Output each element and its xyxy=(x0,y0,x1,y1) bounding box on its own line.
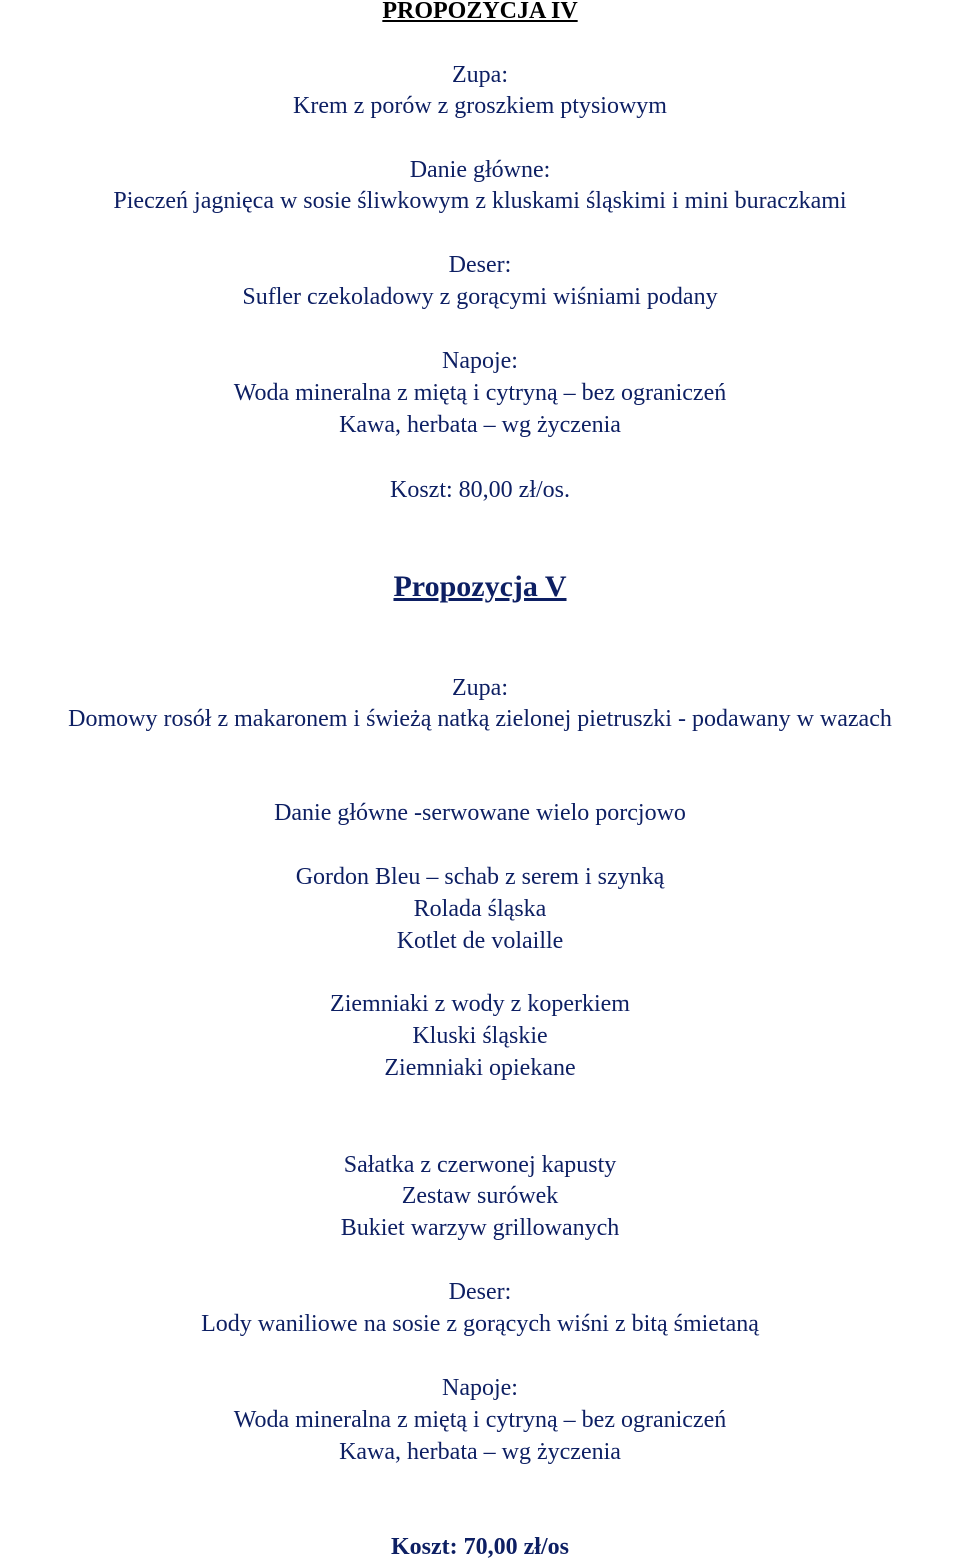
salad-item: Bukiet warzyw grillowanych xyxy=(340,1215,620,1241)
soup-label: Zupa: xyxy=(452,62,508,88)
soup-label: Zupa: xyxy=(452,675,508,701)
dessert-item: Lody waniliowe na sosie z gorących wiśni z bitą śmietaną xyxy=(201,1311,759,1337)
salad-item: Sałatka z czerwonej kapusty xyxy=(343,1152,617,1178)
side-item: Ziemniaki opiekane xyxy=(384,1055,576,1081)
main-course-label: Danie główne: xyxy=(409,157,551,183)
cost-label: Koszt: 70,00 zł/os xyxy=(391,1534,569,1560)
meat-item: Kotlet de volaille xyxy=(396,928,564,954)
cost-label: Koszt: 80,00 zł/os. xyxy=(390,477,570,503)
side-item: Kluski śląskie xyxy=(412,1023,548,1049)
soup-item: Krem z porów z groszkiem ptysiowym xyxy=(293,93,667,119)
drinks-label: Napoje: xyxy=(442,348,518,374)
salad-item: Zestaw surówek xyxy=(401,1183,559,1209)
dessert-label: Deser: xyxy=(448,252,512,278)
section-title-p5: Propozycja V xyxy=(393,570,567,603)
drink-item: Woda mineralna z miętą i cytryną – bez ograniczeń xyxy=(233,380,727,406)
main-course-label: Danie główne -serwowane wielo porcjowo xyxy=(274,800,686,826)
meat-item: Gordon Bleu – schab z serem i szynką xyxy=(295,864,665,890)
drinks-label: Napoje: xyxy=(442,1375,518,1401)
dessert-item: Sufler czekoladowy z gorącymi wiśniami podany xyxy=(242,284,718,310)
side-item: Ziemniaki z wody z koperkiem xyxy=(330,991,630,1017)
drink-item: Kawa, herbata – wg życzenia xyxy=(339,1439,621,1465)
drink-item: Woda mineralna z miętą i cytryną – bez ograniczeń xyxy=(233,1407,727,1433)
drink-item: Kawa, herbata – wg życzenia xyxy=(339,412,621,438)
meat-item: Rolada śląska xyxy=(413,896,547,922)
soup-item: Domowy rosół z makaronem i świeżą natką zielonej pietruszki - podawany w wazach xyxy=(68,706,892,732)
dessert-label: Deser: xyxy=(448,1279,512,1305)
section-title-p4: PROPOZYCJA IV xyxy=(382,0,578,24)
main-course-item: Pieczeń jagnięca w sosie śliwkowym z kluskami śląskimi i mini buraczkami xyxy=(113,188,847,214)
